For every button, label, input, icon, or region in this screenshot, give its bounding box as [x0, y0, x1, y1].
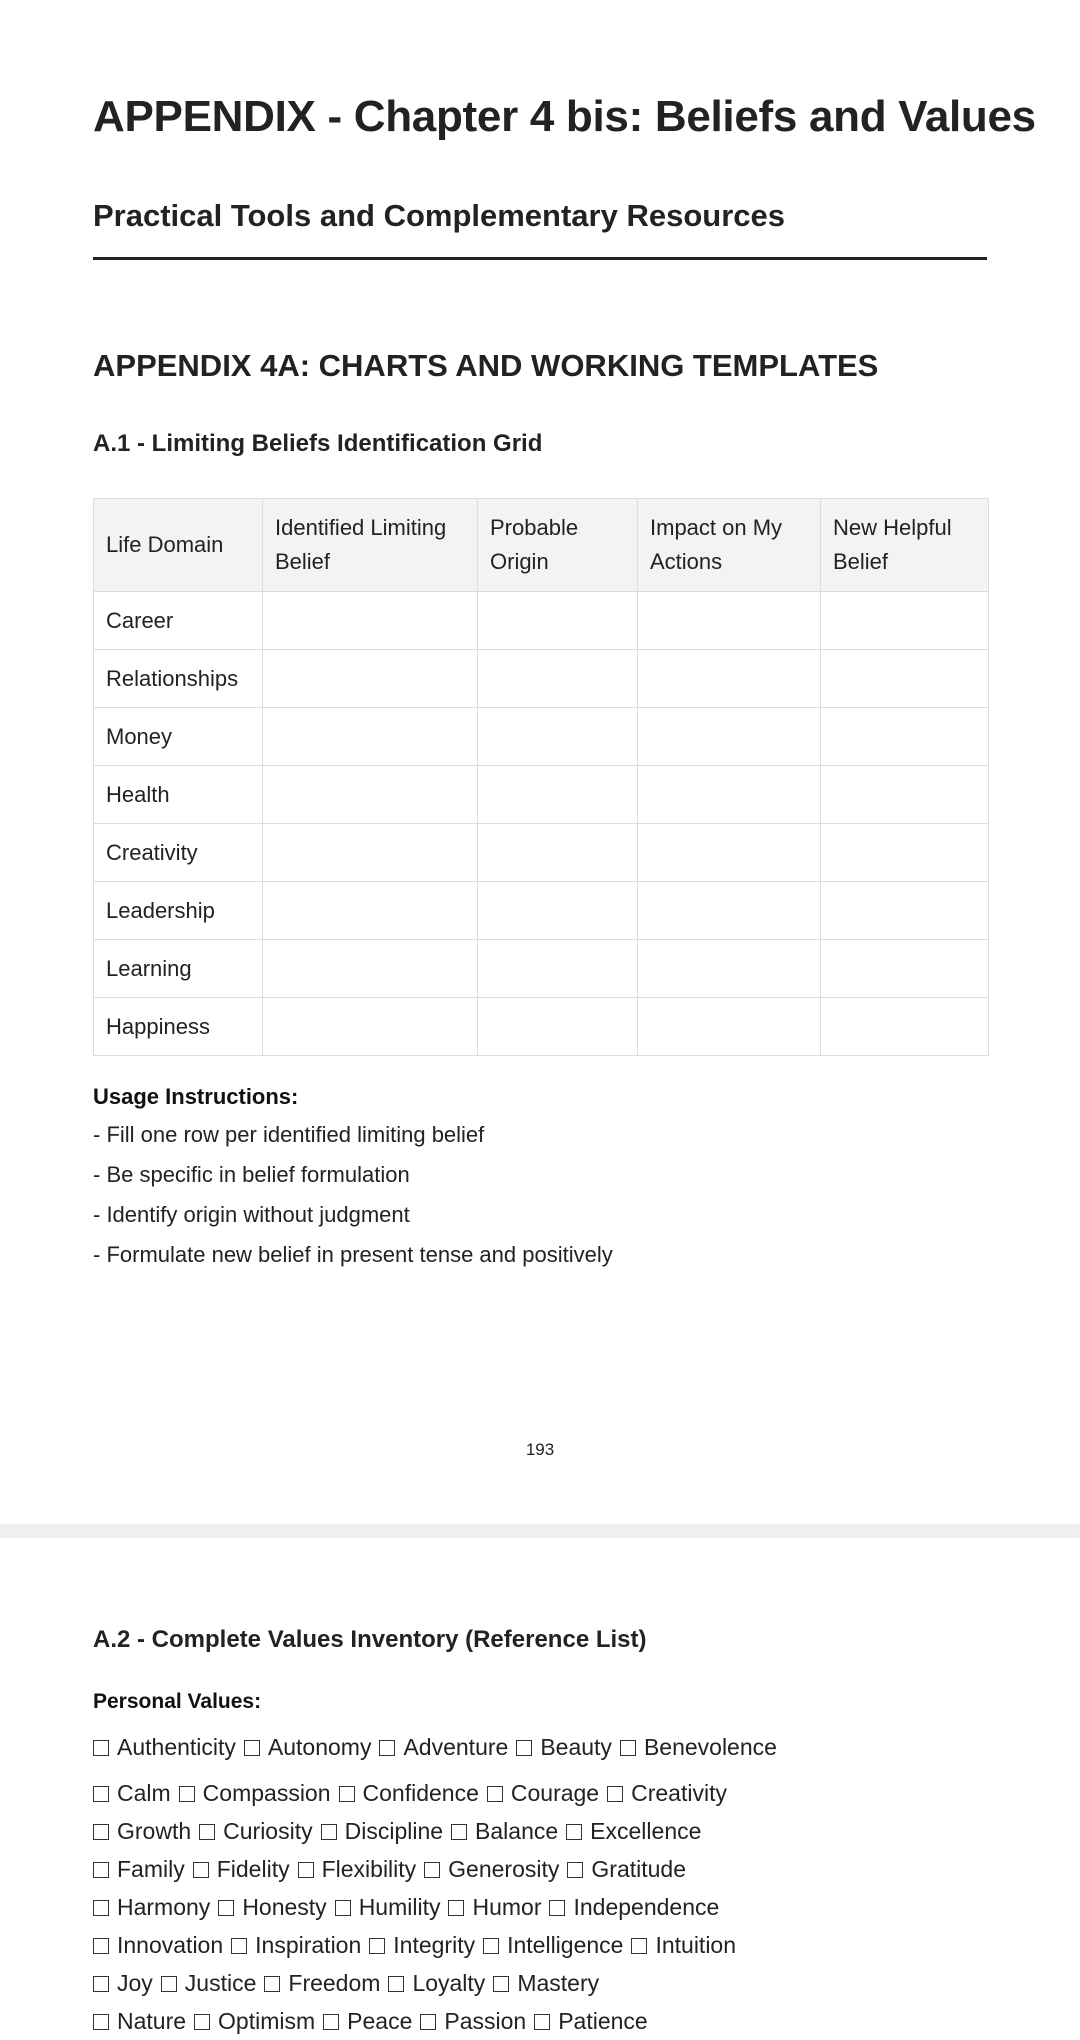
checkbox-icon[interactable]	[534, 2014, 550, 2030]
value-label: Mastery	[517, 1970, 600, 1996]
value-label: Confidence	[362, 1780, 479, 1806]
header-impact: Impact on My Actions	[638, 499, 821, 592]
value-option[interactable]	[93, 1812, 191, 1850]
checkbox-icon[interactable]	[231, 1938, 247, 1954]
value-option[interactable]	[231, 1926, 361, 1964]
empty-cell[interactable]	[821, 824, 989, 882]
appendix-title: APPENDIX - Chapter 4 bis: Beliefs and Values	[93, 92, 1036, 141]
page-separator	[0, 1524, 1080, 1538]
values-inventory-title: A.2 - Complete Values Inventory (Reference List)	[93, 1626, 647, 1653]
table-row	[94, 708, 989, 766]
empty-cell[interactable]	[478, 766, 638, 824]
value-option[interactable]	[264, 1964, 380, 2002]
checkbox-icon[interactable]	[298, 1862, 314, 1878]
value-label: Joy	[117, 1970, 153, 1996]
value-option[interactable]	[93, 1964, 153, 2002]
domain-cell: Leadership	[94, 882, 263, 940]
limiting-beliefs-grid	[93, 498, 989, 1056]
list-item: - Be specific in belief formulation	[93, 1162, 410, 1187]
value-option[interactable]	[451, 1812, 558, 1850]
empty-cell[interactable]	[263, 592, 478, 650]
value-option[interactable]	[93, 1888, 210, 1926]
value-label: Compassion	[202, 1780, 331, 1806]
grid-title: A.1 - Limiting Beliefs Identification Grid	[93, 430, 543, 457]
checkbox-icon[interactable]	[516, 1740, 532, 1756]
value-label: Family	[117, 1856, 185, 1882]
domain-cell: Happiness	[94, 998, 263, 1056]
checkbox-icon[interactable]	[161, 1976, 177, 1992]
empty-cell[interactable]	[821, 650, 989, 708]
value-option[interactable]	[93, 1728, 236, 1766]
value-label: Intuition	[655, 1932, 737, 1958]
checkbox-icon[interactable]	[339, 1786, 355, 1802]
empty-cell[interactable]	[638, 650, 821, 708]
value-option[interactable]	[93, 1850, 185, 1888]
header-limiting-belief: Identified Limiting Belief	[263, 499, 478, 592]
value-option[interactable]	[339, 1774, 479, 1812]
checkbox-icon[interactable]	[193, 1862, 209, 1878]
value-label: Beauty	[540, 1734, 612, 1760]
checkbox-icon[interactable]	[321, 1824, 337, 1840]
checkbox-icon[interactable]	[607, 1786, 623, 1802]
values-row	[93, 1926, 1053, 1964]
value-option[interactable]	[448, 1888, 541, 1926]
value-option[interactable]	[179, 1774, 331, 1812]
list-item: - Fill one row per identified limiting belief	[93, 1122, 485, 1147]
empty-cell[interactable]	[263, 940, 478, 998]
value-option[interactable]	[93, 1774, 171, 1812]
empty-cell[interactable]	[478, 650, 638, 708]
value-label: Autonomy	[267, 1734, 372, 1760]
empty-cell[interactable]	[638, 940, 821, 998]
table-row	[94, 766, 989, 824]
grid-header-row	[94, 499, 989, 592]
empty-cell[interactable]	[638, 998, 821, 1056]
value-option[interactable]	[516, 1728, 612, 1766]
empty-cell[interactable]	[821, 940, 989, 998]
checkbox-icon[interactable]	[264, 1976, 280, 1992]
checkbox-icon[interactable]	[199, 1824, 215, 1840]
checkbox-icon[interactable]	[93, 1862, 109, 1878]
table-row	[94, 998, 989, 1056]
table-row	[94, 882, 989, 940]
value-label: Growth	[117, 1818, 192, 1844]
value-label: Harmony	[117, 1894, 211, 1920]
value-label: Loyalty	[412, 1970, 486, 1996]
domain-cell: Health	[94, 766, 263, 824]
empty-cell[interactable]	[478, 998, 638, 1056]
checkbox-icon[interactable]	[487, 1786, 503, 1802]
value-option[interactable]	[244, 1728, 372, 1766]
checkbox-icon[interactable]	[335, 1900, 351, 1916]
value-option[interactable]	[424, 1850, 559, 1888]
value-option[interactable]	[93, 2002, 186, 2040]
value-option[interactable]	[620, 1728, 777, 1766]
checkbox-icon[interactable]	[388, 1976, 404, 1992]
checkbox-icon[interactable]	[620, 1740, 636, 1756]
value-label: Curiosity	[223, 1818, 313, 1844]
value-label: Justice	[184, 1970, 257, 1996]
domain-cell: Career	[94, 592, 263, 650]
title-divider	[93, 257, 987, 260]
table-row	[94, 940, 989, 998]
value-label: Peace	[347, 2008, 413, 2034]
empty-cell[interactable]	[821, 708, 989, 766]
empty-cell[interactable]	[638, 824, 821, 882]
value-option[interactable]	[534, 2002, 648, 2040]
value-option[interactable]	[218, 1888, 326, 1926]
empty-cell[interactable]	[263, 766, 478, 824]
value-option[interactable]	[549, 1888, 719, 1926]
empty-cell[interactable]	[478, 824, 638, 882]
checkbox-icon[interactable]	[631, 1938, 647, 1954]
value-label: Optimism	[218, 2008, 316, 2034]
checkbox-icon[interactable]	[493, 1976, 509, 1992]
checkbox-icon[interactable]	[567, 1862, 583, 1878]
values-row	[93, 1774, 1053, 1812]
checkbox-icon[interactable]	[369, 1938, 385, 1954]
value-label: Gratitude	[591, 1856, 686, 1882]
value-label: Benevolence	[643, 1734, 777, 1760]
empty-cell[interactable]	[263, 998, 478, 1056]
empty-cell[interactable]	[478, 940, 638, 998]
table-row	[94, 592, 989, 650]
table-row	[94, 824, 989, 882]
value-label: Fidelity	[216, 1856, 290, 1882]
domain-cell: Relationships	[94, 650, 263, 708]
value-label: Nature	[117, 2008, 187, 2034]
value-option[interactable]	[567, 1850, 686, 1888]
value-option[interactable]	[199, 1812, 312, 1850]
value-option[interactable]	[607, 1774, 727, 1812]
value-label: Integrity	[393, 1932, 476, 1958]
value-option[interactable]	[298, 1850, 417, 1888]
values-row	[93, 2002, 1053, 2040]
empty-cell[interactable]	[821, 766, 989, 824]
checkbox-icon[interactable]	[549, 1900, 565, 1916]
checkbox-icon[interactable]	[93, 2014, 109, 2030]
value-label: Freedom	[288, 1970, 381, 1996]
appendix-subtitle: Practical Tools and Complementary Resources	[93, 198, 785, 233]
checkbox-icon[interactable]	[323, 2014, 339, 2030]
checkbox-icon[interactable]	[218, 1900, 234, 1916]
value-label: Calm	[117, 1780, 171, 1806]
header-life-domain: Life Domain	[94, 499, 263, 592]
checkbox-icon[interactable]	[451, 1824, 467, 1840]
value-option[interactable]	[194, 2002, 315, 2040]
checkbox-icon[interactable]	[93, 1740, 109, 1756]
values-row	[93, 1964, 1053, 2002]
value-label: Honesty	[242, 1894, 327, 1920]
header-new-belief: New Helpful Belief	[821, 499, 989, 592]
empty-cell[interactable]	[638, 708, 821, 766]
value-option[interactable]	[93, 1926, 223, 1964]
empty-cell[interactable]	[638, 766, 821, 824]
value-option[interactable]	[420, 2002, 526, 2040]
value-label: Passion	[444, 2008, 527, 2034]
empty-cell[interactable]	[263, 882, 478, 940]
domain-cell: Learning	[94, 940, 263, 998]
value-label: Generosity	[448, 1856, 560, 1882]
checkbox-icon[interactable]	[93, 1824, 109, 1840]
values-row	[93, 1812, 1053, 1850]
checkbox-icon[interactable]	[566, 1824, 582, 1840]
checkbox-icon[interactable]	[448, 1900, 464, 1916]
value-option[interactable]	[369, 1926, 475, 1964]
usage-instructions-list	[93, 1118, 613, 1278]
value-label: Independence	[573, 1894, 720, 1920]
domain-cell: Money	[94, 708, 263, 766]
value-label: Adventure	[403, 1734, 509, 1760]
value-option[interactable]	[335, 1888, 441, 1926]
value-label: Courage	[510, 1780, 600, 1806]
checkbox-icon[interactable]	[93, 1900, 109, 1916]
value-label: Inspiration	[255, 1932, 362, 1958]
empty-cell[interactable]	[478, 882, 638, 940]
personal-values-title: Personal Values:	[93, 1690, 262, 1713]
value-label: Discipline	[344, 1818, 444, 1844]
page-number: 193	[525, 1440, 555, 1459]
value-option[interactable]	[483, 1926, 623, 1964]
value-option[interactable]	[161, 1964, 257, 2002]
value-label: Patience	[558, 2008, 648, 2034]
value-label: Flexibility	[321, 1856, 417, 1882]
list-item: - Formulate new belief in present tense and positively	[93, 1242, 613, 1267]
empty-cell[interactable]	[478, 708, 638, 766]
empty-cell[interactable]	[263, 708, 478, 766]
value-option[interactable]	[566, 1812, 701, 1850]
list-item: - Identify origin without judgment	[93, 1202, 410, 1227]
value-label: Innovation	[117, 1932, 224, 1958]
empty-cell[interactable]	[638, 882, 821, 940]
value-label: Humor	[472, 1894, 542, 1920]
value-option[interactable]	[379, 1728, 508, 1766]
checkbox-icon[interactable]	[420, 2014, 436, 2030]
empty-cell[interactable]	[821, 998, 989, 1056]
value-option[interactable]	[321, 1812, 443, 1850]
usage-instructions-title: Usage Instructions:	[93, 1084, 299, 1109]
value-label: Authenticity	[117, 1734, 236, 1760]
header-probable-origin: Probable Origin	[478, 499, 638, 592]
empty-cell[interactable]	[263, 824, 478, 882]
empty-cell[interactable]	[638, 592, 821, 650]
checkbox-icon[interactable]	[194, 2014, 210, 2030]
checkbox-icon[interactable]	[93, 1786, 109, 1802]
value-option[interactable]	[487, 1774, 599, 1812]
domain-cell: Creativity	[94, 824, 263, 882]
values-row	[93, 1728, 1053, 1766]
checkbox-icon[interactable]	[179, 1786, 195, 1802]
value-label: Humility	[358, 1894, 441, 1920]
empty-cell[interactable]	[821, 592, 989, 650]
value-option[interactable]	[323, 2002, 412, 2040]
value-option[interactable]	[388, 1964, 485, 2002]
checkbox-icon[interactable]	[93, 1976, 109, 1992]
empty-cell[interactable]	[263, 650, 478, 708]
value-label: Balance	[475, 1818, 559, 1844]
value-label: Intelligence	[507, 1932, 624, 1958]
values-checklist	[93, 1728, 1053, 2040]
checkbox-icon[interactable]	[379, 1740, 395, 1756]
value-option[interactable]	[493, 1964, 599, 2002]
values-row	[93, 1850, 1053, 1888]
section-title: APPENDIX 4A: CHARTS AND WORKING TEMPLATES	[93, 348, 879, 383]
empty-cell[interactable]	[478, 592, 638, 650]
value-option[interactable]	[631, 1926, 736, 1964]
checkbox-icon[interactable]	[483, 1938, 499, 1954]
empty-cell[interactable]	[821, 882, 989, 940]
checkbox-icon[interactable]	[244, 1740, 260, 1756]
checkbox-icon[interactable]	[424, 1862, 440, 1878]
value-label: Excellence	[590, 1818, 702, 1844]
value-option[interactable]	[193, 1850, 290, 1888]
checkbox-icon[interactable]	[93, 1938, 109, 1954]
table-row	[94, 650, 989, 708]
value-label: Creativity	[631, 1780, 727, 1806]
values-row	[93, 1888, 1053, 1926]
